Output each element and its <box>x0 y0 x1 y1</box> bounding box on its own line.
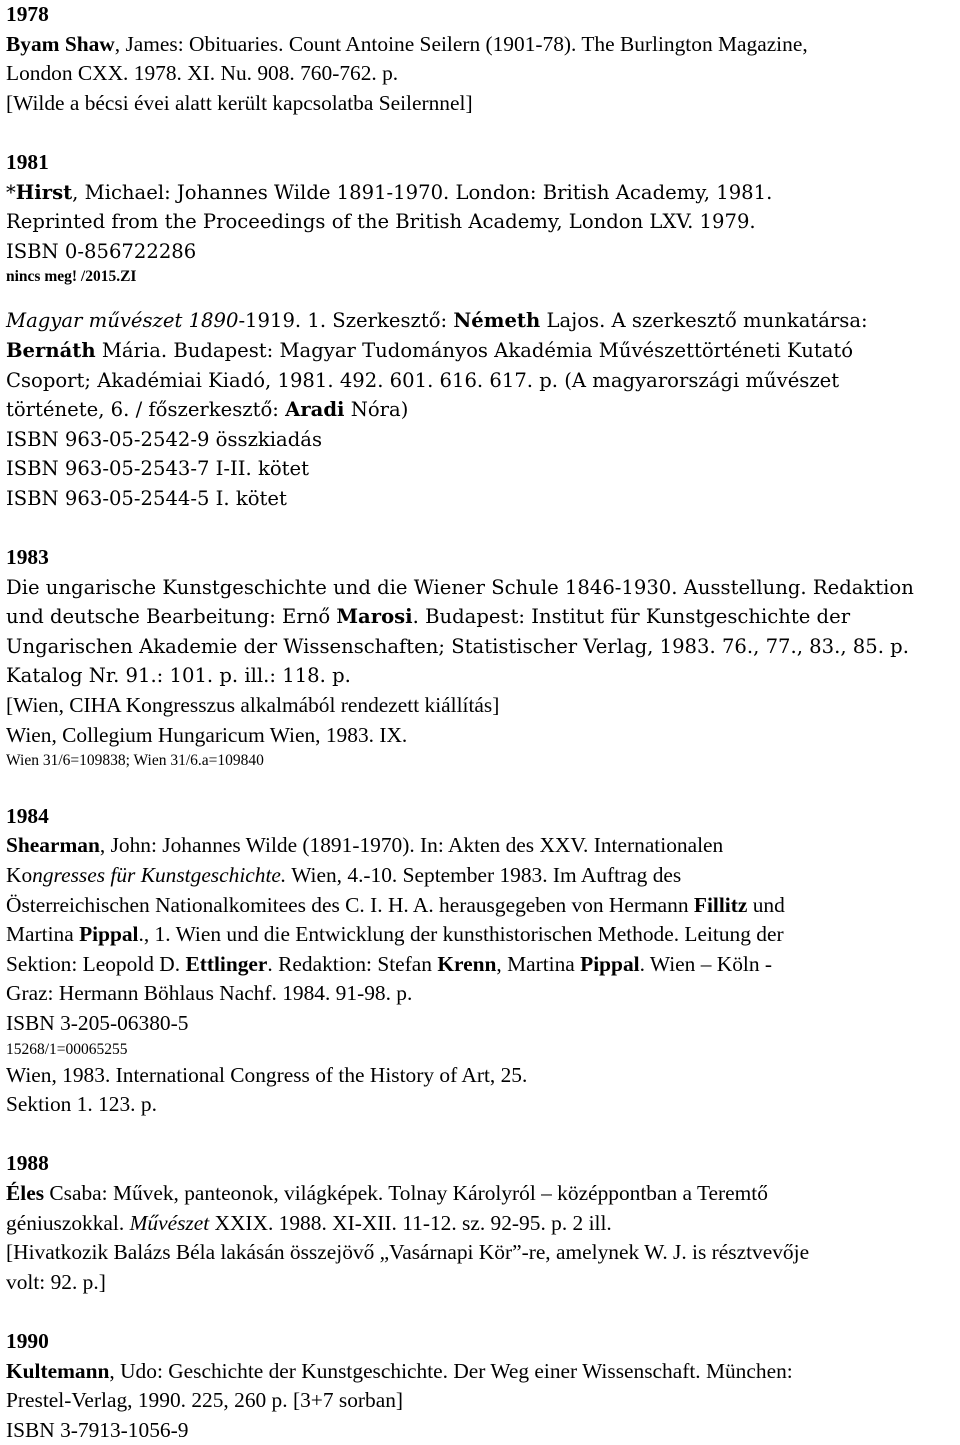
isbn-line: ISBN 963-05-2542-9 összkiadás <box>6 427 323 451</box>
entry-note: [Wien, CIHA Kongresszus alkalmából rendezett kiállítás] <box>6 693 500 718</box>
entry-line: Shearman, John: Johannes Wilde (1891-1970). In: Akten des XXV. Internationalen <box>6 833 724 858</box>
entry-note: [Hivatkozik Balázs Béla lakásán összejövő „Vasárnapi Kör”-re, amelynek W. J. is résztvevője <box>6 1240 810 1265</box>
entry-line: Prestel-Verlag, 1990. 225, 260 p. [3+7 sorban] <box>6 1388 404 1413</box>
entry-line: Wien, 1983. International Congress of the History of Art, 25. <box>6 1062 528 1087</box>
spacer <box>6 772 960 802</box>
entry-line: Die ungarische Kunstgeschichte und die Wiener Schule 1846-1930. Ausstellung. Redaktion <box>6 575 914 599</box>
editor-name: Ettlinger <box>185 951 268 976</box>
editor-name: Németh <box>453 309 541 333</box>
author-name: Kultemann <box>6 1358 110 1383</box>
entry-1978 <box>6 0 960 118</box>
entry-line: *Hirst, Michael: Johannes Wilde 1891-1970. London: British Academy, 1981. <box>6 180 773 204</box>
author-name: Shearman <box>6 833 100 858</box>
year-heading: 1990 <box>6 1328 49 1353</box>
editor-name: Bernáth <box>6 338 96 362</box>
spacer <box>6 514 960 544</box>
isbn-line: ISBN 963-05-2543-7 I-II. kötet <box>6 457 309 481</box>
entry-1981 <box>6 148 960 514</box>
entry-note: volt: 92. p.] <box>6 1269 106 1294</box>
entry-line: Kongresses für Kunstgeschichte. Wien, 4.-10. September 1983. Im Auftrag des <box>6 863 682 888</box>
entry-line: géniuszokkal. Művészet XXIX. 1988. XI-XII. 11-12. sz. 92-95. p. 2 ill. <box>6 1210 612 1235</box>
entry-line: Österreichischen Nationalkomitees des C. I. H. A. herausgegeben von Hermann Fillitz und <box>6 892 785 917</box>
author-name: Byam Shaw <box>6 31 115 56</box>
entry-1988 <box>6 1149 960 1297</box>
entry-line: Katalog Nr. 91.: 101. p. ill.: 118. p. <box>6 664 351 688</box>
editor-name: Pippal <box>580 951 640 976</box>
entry-line: Ungarischen Akademie der Wissenschaften; Statistischer Verlag, 1983. 76., 77., 83., 85. p. <box>6 634 909 658</box>
editor-name: Krenn <box>437 951 497 976</box>
title-italic: ngresses für Kunstgeschichte. <box>32 863 287 888</box>
year-heading: 1988 <box>6 1151 49 1176</box>
entry-line: Sektion: Leopold D. Ettlinger. Redaktion: Stefan Krenn, Martina Pippal. Wien – Köln - <box>6 951 773 976</box>
entry-line: und deutsche Bearbeitung: Ernő Marosi. Budapest: Institut für Kunstgeschichte der <box>6 605 851 629</box>
entry-1990 <box>6 1327 960 1445</box>
entry-line: Éles Csaba: Művek, panteonok, világképek. Tolnay Károlyról – középpontban a Teremtő <box>6 1180 768 1205</box>
editor-name: Pippal <box>79 922 139 947</box>
editor-name: Marosi <box>336 605 413 629</box>
year-heading: 1981 <box>6 149 49 174</box>
title-italic: Magyar művészet 1890 <box>6 309 239 333</box>
entry-line: Graz: Hermann Böhlaus Nachf. 1984. 91-98. p. <box>6 981 413 1006</box>
entry-line: Wien, Collegium Hungaricum Wien, 1983. IX. <box>6 722 408 747</box>
catalog-number: Wien 31/6=109838; Wien 31/6.a=109840 <box>6 752 264 770</box>
entry-line: Bernáth Mária. Budapest: Magyar Tudományos Akadémia Művészettörténeti Kutató <box>6 338 854 362</box>
entry-note: [Wilde a bécsi évei alatt került kapcsolatba Seilernnel] <box>6 90 473 115</box>
isbn-line: ISBN 3-7913-1056-9 <box>6 1417 189 1442</box>
entry-line: Magyar művészet 1890-1919. 1. Szerkesztő: Németh Lajos. A szerkesztő munkatársa: <box>6 309 868 333</box>
spacer <box>6 1297 960 1327</box>
entry-1984 <box>6 802 960 1120</box>
entry-note: nincs meg! /2015.ZI <box>6 268 137 286</box>
entry-1983 <box>6 543 960 772</box>
editor-name: Fillitz <box>693 892 748 917</box>
spacer <box>6 118 960 148</box>
spacer <box>6 1120 960 1150</box>
entry-line: Sektion 1. 123. p. <box>6 1092 157 1117</box>
title-italic: Művészet <box>129 1210 210 1235</box>
entry-line: Martina Pippal., 1. Wien und die Entwicklung der kunsthistorischen Methode. Leitung der <box>6 922 784 947</box>
entry-line: Csoport; Akadémiai Kiadó, 1981. 492. 601. 616. 617. p. (A magyarországi művészet <box>6 368 840 392</box>
year-heading: 1978 <box>6 2 49 26</box>
catalog-number: 15268/1=00065255 <box>6 1040 128 1058</box>
entry-line: Byam Shaw, James: Obituaries. Count Antoine Seilern (1901-78). The Burlington Magazine, <box>6 31 808 56</box>
isbn-line: ISBN 3-205-06380-5 <box>6 1011 189 1035</box>
entry-line: London CXX. 1978. XI. Nu. 908. 760-762. p. <box>6 61 399 86</box>
entry-line: története, 6. / főszerkesztő: Aradi Nóra) <box>6 398 409 422</box>
isbn-line: ISBN 0-856722286 <box>6 239 197 263</box>
entry-line: Kultemann, Udo: Geschichte der Kunstgeschichte. Der Weg einer Wissenschaft. München: <box>6 1358 793 1383</box>
year-heading: 1983 <box>6 545 49 570</box>
isbn-line: ISBN 963-05-2544-5 I. kötet <box>6 486 287 510</box>
author-name: Hirst <box>15 180 73 204</box>
year-heading: 1984 <box>6 803 49 828</box>
entry-line: Reprinted from the Proceedings of the British Academy, London LXV. 1979. <box>6 210 756 234</box>
author-name: Éles <box>6 1180 45 1205</box>
editor-name: Aradi <box>285 398 345 422</box>
spacer <box>6 288 960 306</box>
